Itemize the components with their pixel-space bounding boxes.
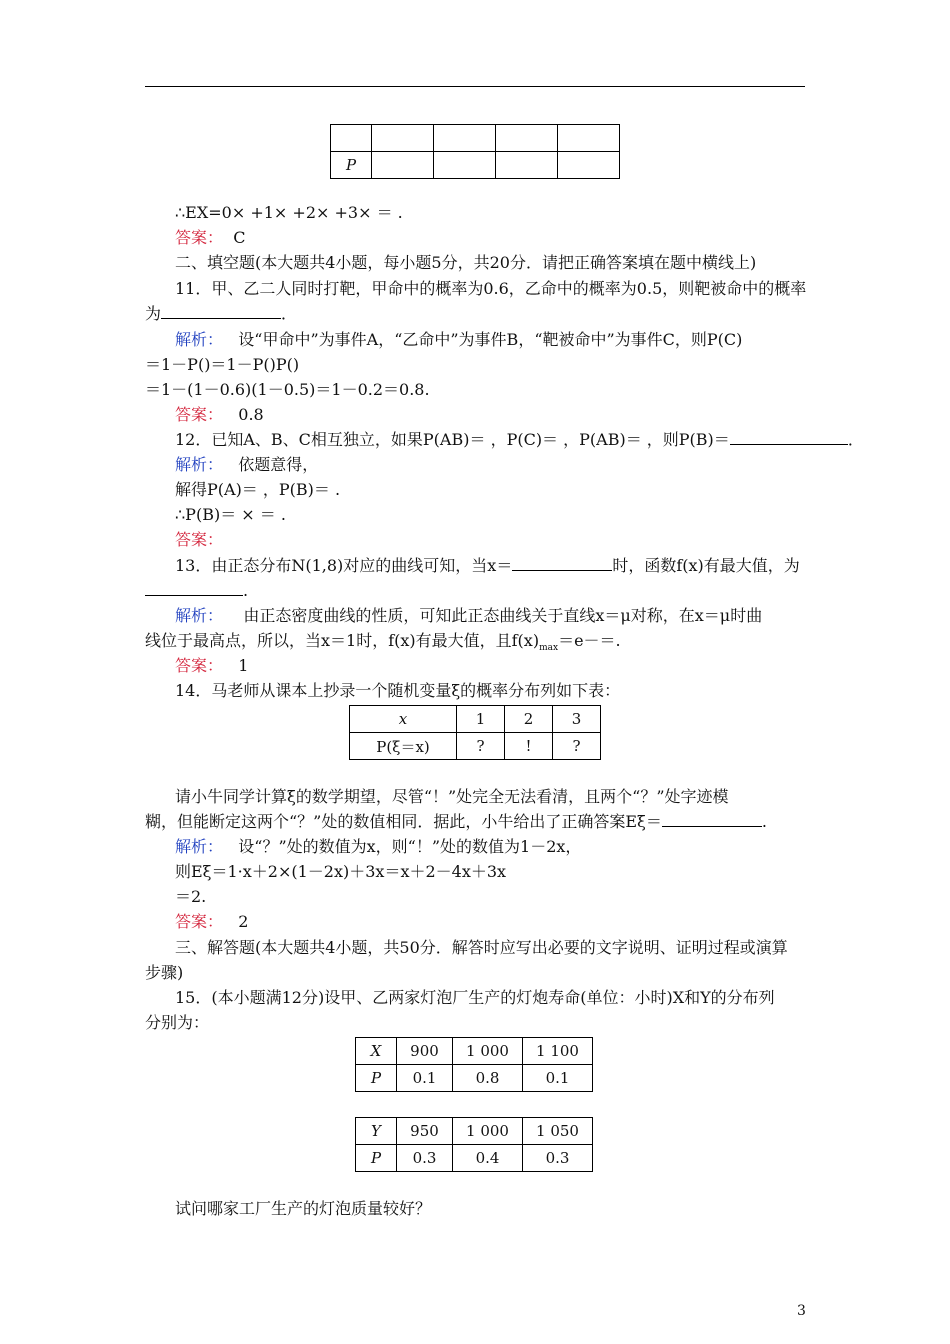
solution-label: 解析： — [175, 330, 224, 349]
solution-line: 线位于最高点，所以，当x＝1时，f(x)有最大值，且$f(x)_{max}=e-=$. — [145, 631, 621, 654]
solution-label: 解析： — [175, 455, 224, 474]
table-cell: P — [331, 152, 372, 179]
section-heading: 三、解答题(本大题共4小题，共50分．解答时应写出必要的文字说明、证明过程或演算 — [175, 938, 788, 957]
table-cell: 1 — [457, 706, 505, 733]
question-text: 试问哪家工厂生产的灯泡质量较好？ — [175, 1199, 432, 1218]
question-text: 15．(本小题满12分)设甲、乙两家灯泡厂生产的灯炮寿命(单位：小时)X和Y的分布列 — [175, 988, 775, 1007]
table-cell: 900 — [397, 1038, 453, 1065]
question-text-cont: . — [145, 580, 248, 602]
solution-line: 解析： 设“甲命中”为事件A，“乙命中”为事件B，“靶被命中”为事件C，则P(C) — [175, 330, 743, 349]
table-cell: P — [356, 1145, 397, 1172]
section-heading: 二、填空题(本大题共4小题，每小题5分，共20分．请把正确答案填在题中横线上) — [175, 253, 757, 272]
solution-line: 解析： 设“？”处的数值为x，则“！”处的数值为1－2x， — [175, 837, 582, 856]
answer-value: 1 — [238, 656, 249, 675]
xi-distribution-table — [349, 705, 601, 760]
answer-blank[interactable] — [512, 556, 612, 571]
answer-line — [175, 404, 264, 426]
question-text: 13．由正态分布N(1,8)对应的曲线可知，当x＝ 时，函数f(x)有最大值，为 — [175, 556, 800, 575]
table-cell: x — [350, 706, 457, 733]
table-cell: 1 000 — [453, 1118, 523, 1145]
answer-blank[interactable] — [145, 581, 243, 596]
table-cell: 1 050 — [523, 1118, 593, 1145]
question-text: 14．马老师从课本上抄录一个随机变量ξ的概率分布列如下表： — [175, 681, 621, 700]
table-cell: ! — [505, 733, 553, 760]
answer-label: 答案： — [175, 530, 224, 549]
question-text-cont: 为 ． — [145, 304, 298, 323]
answer-label: 答案： — [175, 912, 224, 931]
answer-line — [175, 227, 245, 249]
answer-label: 答案： — [175, 405, 224, 424]
solution-label: 解析： — [175, 606, 224, 625]
table-cell: ? — [553, 733, 601, 760]
question-text-cont: 糊，但能断定这两个“？”处的数值相同．据此，小牛给出了正确答案Eξ＝ . — [145, 812, 767, 831]
page-number: 3 — [797, 1303, 806, 1319]
solution-line: 则Eξ＝1·x＋2×(1－2x)＋3x＝x＋2－4x＋3x — [175, 862, 507, 881]
solution-line: ∴P(B)＝ × ＝ . — [175, 505, 286, 524]
answer-blank[interactable] — [662, 812, 762, 827]
table-cell: 0.1 — [523, 1065, 593, 1092]
answer-value: 0.8 — [238, 405, 264, 424]
answer-label: 答案： — [175, 228, 224, 247]
solution-line: ＝1－(1－0.6)(1－0.5)＝1－0.2＝0.8. — [145, 380, 430, 399]
table-cell: 3 — [553, 706, 601, 733]
table-cell: 0.4 — [453, 1145, 523, 1172]
table-cell: 0.1 — [397, 1065, 453, 1092]
question-text: 请小牛同学计算ξ的数学期望，尽管“！”处完全无法看清，且两个“？”处字迹模 — [175, 787, 729, 806]
question-text: 11．甲、乙二人同时打靶，甲命中的概率为0.6，乙命中的概率为0.5，则靶被命中的概率 — [175, 279, 807, 298]
answer-value: C — [233, 228, 246, 247]
table-cell: P — [356, 1065, 397, 1092]
answer-label: 答案： — [175, 656, 224, 675]
table-cell: ? — [457, 733, 505, 760]
table-cell: 950 — [397, 1118, 453, 1145]
section-heading-cont: 步骤) — [145, 963, 184, 982]
header-rule — [145, 86, 805, 87]
answer-line — [175, 911, 248, 933]
answer-line — [175, 529, 223, 551]
question-text: 12．已知A、B、C相互独立，如果P(AB)＝ ，P(C)＝ ，P(AB)＝ ，则P(B)＝ ． — [175, 430, 864, 449]
table-cell: 1 100 — [523, 1038, 593, 1065]
table-cell: Y — [356, 1118, 397, 1145]
expectation-line: ∴EX=0× +1× +2× +3× ＝ . — [175, 203, 403, 222]
answer-blank[interactable] — [730, 430, 848, 445]
solution-line: ＝1－P()＝1－P()P() — [145, 355, 300, 374]
table-cell: 0.3 — [523, 1145, 593, 1172]
solution-line: 解析： 依题意得， — [175, 455, 319, 474]
table-cell: 0.3 — [397, 1145, 453, 1172]
table-cell: X — [356, 1038, 397, 1065]
answer-line — [175, 655, 248, 677]
distribution-table-y — [355, 1117, 593, 1172]
solution-line: 解得P(A)＝ ，P(B)＝ . — [175, 480, 341, 499]
table-cell: P(ξ＝x) — [350, 733, 457, 760]
table-cell: 2 — [505, 706, 553, 733]
question-text-cont: 分别为： — [145, 1013, 210, 1032]
distribution-table-x — [355, 1037, 593, 1092]
solution-line: 解析： 由正态密度曲线的性质，可知此正态曲线关于直线x＝μ对称，在x＝μ时曲 — [175, 606, 763, 625]
table-cell: 0.8 — [453, 1065, 523, 1092]
solution-line: ＝2. — [175, 887, 207, 906]
table-cell: 1 000 — [453, 1038, 523, 1065]
answer-blank[interactable] — [161, 304, 281, 319]
solution-label: 解析： — [175, 837, 224, 856]
answer-value: 2 — [238, 912, 249, 931]
top-distribution-table — [330, 124, 620, 179]
